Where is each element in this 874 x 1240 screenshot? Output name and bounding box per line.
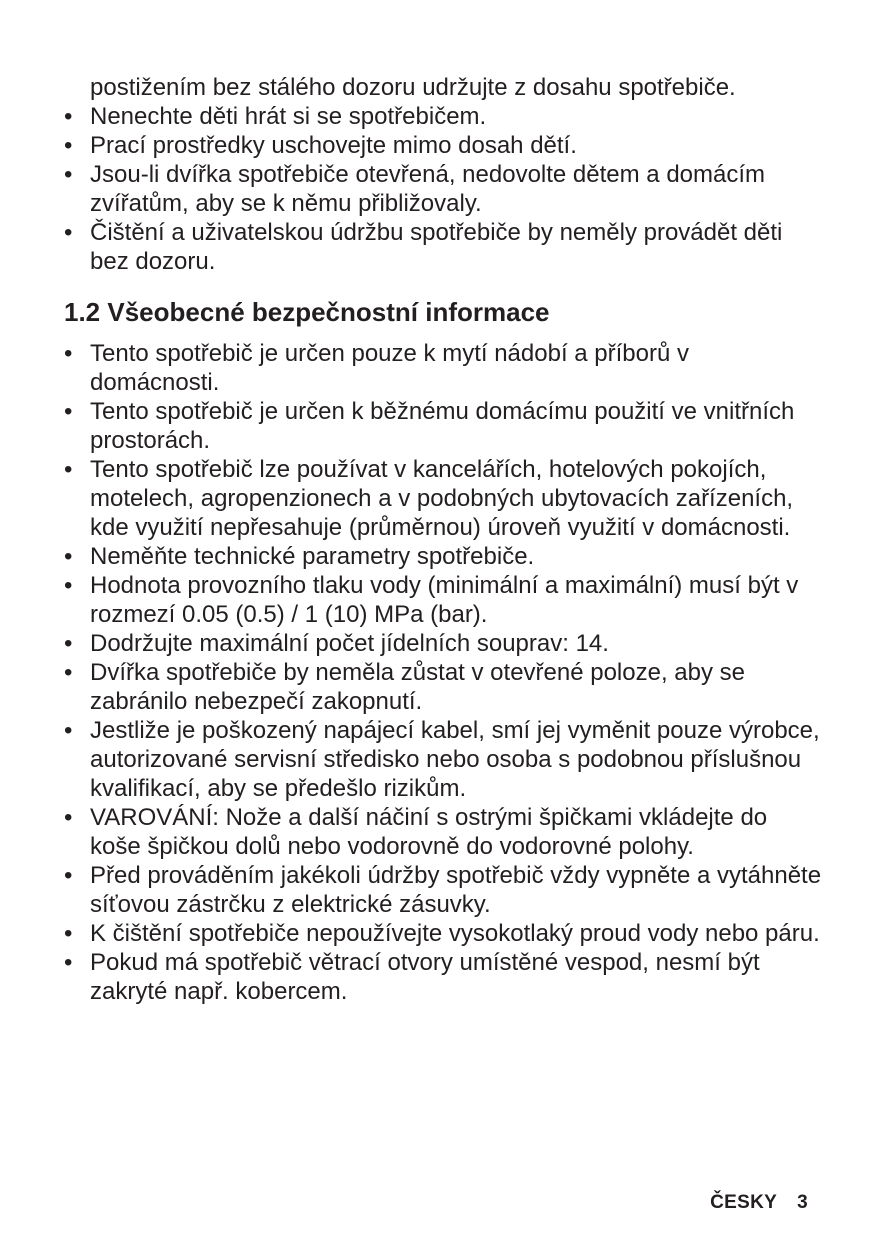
section-heading: 1.2 Všeobecné bezpečnostní informace [64, 297, 550, 327]
bullet-icon: • [64, 456, 73, 483]
list-item-text: K čištění spotřebiče nepoužívejte vysokotlaký proud vody nebo páru. [90, 920, 820, 947]
bullet-icon: • [64, 920, 73, 947]
list-item [64, 803, 824, 861]
list-item-text: Jsou-li dvířka spotřebiče otevřená, nedovolte dětem a domácím zvířatům, aby se k němu přibližovaly. [90, 161, 766, 217]
list-item-text: Nenechte děti hrát si se spotřebičem. [90, 103, 487, 130]
list-item [64, 397, 824, 455]
continuation-paragraph: postižením bez stálého dozoru udržujte z dosahu spotřebiče. [90, 74, 736, 101]
list-item [64, 861, 824, 919]
list-item-text: Tento spotřebič je určen k běžnému domácímu použití ve vnitřních prostorách. [90, 398, 795, 454]
bullet-icon: • [64, 340, 73, 367]
list-item-text: Tento spotřebič je určen pouze k mytí nádobí a příborů v domácnosti. [90, 340, 690, 396]
document-body [64, 73, 824, 1006]
language-label: ČESKY [710, 1192, 778, 1213]
list-item-text: Před prováděním jakékoli údržby spotřebič vždy vypněte a vytáhněte síťovou zástrčku z elektrické zásuvky. [90, 862, 822, 918]
list-item-text: Jestliže je poškozený napájecí kabel, smí jej vyměnit pouze výrobce, autorizované servisní středisko nebo osoba s podobnou příslušnou kvalifikací, aby se předešlo rizikům. [90, 717, 820, 802]
list-item [64, 919, 824, 948]
bullet-icon: • [64, 132, 73, 159]
list-item [64, 571, 824, 629]
intro-bullet-list [64, 102, 824, 276]
bullet-icon: • [64, 659, 73, 686]
safety-bullet-list [64, 339, 824, 1006]
page-number: 3 [797, 1192, 808, 1213]
list-item [64, 542, 824, 571]
bullet-icon: • [64, 949, 73, 976]
list-item [64, 629, 824, 658]
page-footer [710, 1192, 808, 1214]
bullet-icon: • [64, 161, 73, 188]
list-item [64, 102, 824, 131]
list-item-text: Dodržujte maximální počet jídelních souprav: 14. [90, 630, 609, 657]
list-item-text: VAROVÁNÍ: Nože a další náčiní s ostrými špičkami vkládejte do koše špičkou dolů nebo vodorovně do vodorovné polohy. [90, 804, 768, 860]
bullet-icon: • [64, 862, 73, 889]
list-item-text: Neměňte technické parametry spotřebiče. [90, 543, 535, 570]
bullet-icon: • [64, 630, 73, 657]
list-item-text: Dvířka spotřebiče by neměla zůstat v otevřené poloze, aby se zabránilo nebezpečí zakopnutí. [90, 659, 746, 715]
list-item-text: Tento spotřebič lze používat v kancelářích, hotelových pokojích, motelech, agropenzionech a v podobných ubytovacích zařízeních, kde využití nepřesahuje (průměrnou) úroveň využití v domácnosti. [90, 456, 794, 541]
list-item-text: Hodnota provozního tlaku vody (minimální a maximální) musí být v rozmezí 0.05 (0.5) / 1 (10) MPa (bar). [90, 572, 799, 628]
bullet-icon: • [64, 572, 73, 599]
list-item-text: Prací prostředky uschovejte mimo dosah dětí. [90, 132, 577, 159]
bullet-icon: • [64, 804, 73, 831]
bullet-icon: • [64, 398, 73, 425]
list-item [64, 455, 824, 542]
list-item [64, 948, 824, 1006]
list-item [64, 339, 824, 397]
bullet-icon: • [64, 219, 73, 246]
bullet-icon: • [64, 103, 73, 130]
list-item-text: Pokud má spotřebič větrací otvory umístěné vespod, nesmí být zakryté např. kobercem. [90, 949, 760, 1005]
list-item [64, 218, 824, 276]
list-item [64, 716, 824, 803]
list-item-text: Čištění a uživatelskou údržbu spotřebiče by neměly provádět děti bez dozoru. [90, 219, 783, 275]
list-item [64, 658, 824, 716]
bullet-icon: • [64, 717, 73, 744]
bullet-icon: • [64, 543, 73, 570]
list-item [64, 131, 824, 160]
list-item [64, 160, 824, 218]
